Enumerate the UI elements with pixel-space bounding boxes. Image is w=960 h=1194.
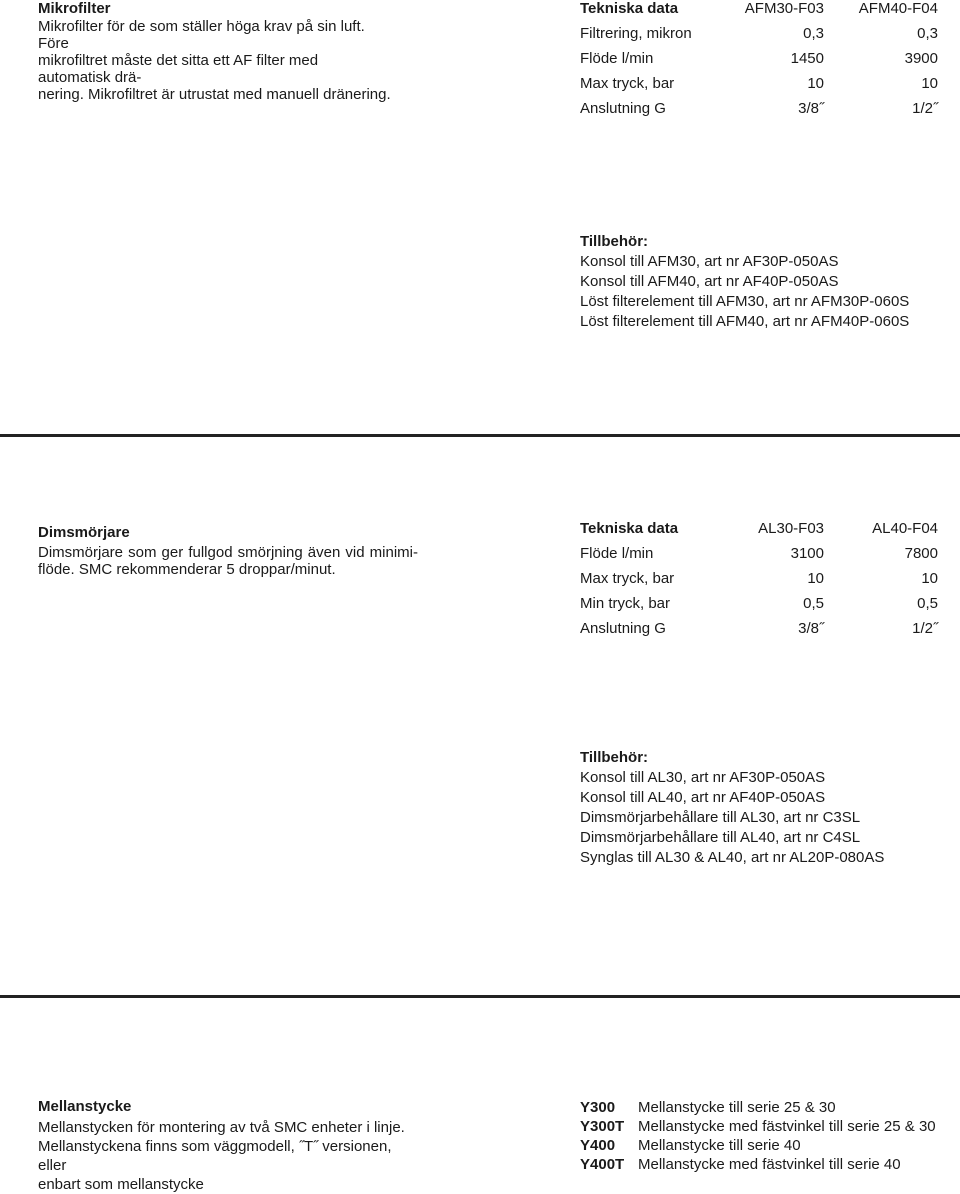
microfilter-desc-line: mikrofiltret måste det sitta ett AF filter med automatisk drä- [38,52,319,86]
spacer-model-list [580,1098,940,1174]
spec-row [580,546,940,571]
spec-row-col2: 10 [921,75,938,92]
model-row [580,1117,940,1136]
lubricator-desc-line: flöde. SMC rekommenderar 5 droppar/minut. [38,561,336,578]
spec-header-row [580,1,940,26]
spec-header-row [580,521,940,546]
spec-row-label: Anslutning G [580,620,666,637]
accessory-item: Konsol till AL40, art nr AF40P-050AS [580,789,826,806]
model-code: Y300T [580,1118,625,1135]
spec-row-col2: 0,3 [917,25,938,42]
spec-row [580,596,940,621]
model-row [580,1098,940,1117]
accessory-item: Konsol till AFM40, art nr AF40P-050AS [580,273,839,290]
spec-header-label: Tekniska data [580,520,679,537]
spec-row-col2: 0,5 [917,595,938,612]
spec-row-col2: 1/2˝ [912,100,938,117]
spec-row-col1: 1450 [790,50,824,67]
microfilter-description [38,18,393,103]
model-description: Mellanstycke till serie 25 & 30 [638,1099,836,1116]
lubricator-desc-line: Dimsmörjare som ger fullgod smörjning även vid minimi- [38,544,418,561]
microfilter-accessories [580,234,950,332]
spec-row-col2: 1/2˝ [912,620,938,637]
spec-row-label: Max tryck, bar [580,570,675,587]
spec-row-col1: 10 [807,570,824,587]
accessory-item: Konsol till AL30, art nr AF30P-050AS [580,769,826,786]
lubricator-section [0,440,960,990]
model-description: Mellanstycke med fästvinkel till serie 40 [638,1156,901,1173]
spec-header-col2: AFM40-F04 [858,0,938,17]
spacer-desc-line: Mellanstyckena finns som väggmodell, ˝T˝ versionen, eller [38,1138,392,1174]
lubricator-spec-table [580,521,940,646]
model-code: Y400 [580,1137,616,1154]
model-code: Y300 [580,1099,616,1116]
spec-row [580,101,940,126]
spec-row-label: Flöde l/min [580,50,654,67]
spec-row-col2: 3900 [904,50,938,67]
spacer-title: Mellanstycke [38,1098,132,1115]
accessory-item: Dimsmörjarbehållare till AL30, art nr C3SL [580,809,861,826]
spec-header-col1: AFM30-F03 [744,0,824,17]
accessories-title: Tillbehör: [580,233,649,250]
accessory-item: Löst filterelement till AFM40, art nr AFM40P-060S [580,313,910,330]
lubricator-description [38,544,418,578]
accessory-item: Dimsmörjarbehållare till AL40, art nr C4SL [580,829,861,846]
spec-row-col1: 3/8˝ [798,100,824,117]
spacer-description [38,1118,418,1194]
spec-row-label: Anslutning G [580,100,666,117]
accessory-item: Synglas till AL30 & AL40, art nr AL20P-080AS [580,849,885,866]
spec-row-label: Min tryck, bar [580,595,671,612]
microfilter-spec-table [580,1,940,126]
spec-header-col1: AL30-F03 [758,520,824,537]
microfilter-section [0,0,960,430]
spec-row [580,571,940,596]
spec-row-col2: 7800 [904,545,938,562]
spacer-desc-line: Mellanstycken för montering av två SMC enheter i linje. [38,1119,405,1136]
accessory-item: Löst filterelement till AFM30, art nr AFM30P-060S [580,293,910,310]
model-description: Mellanstycke med fästvinkel till serie 25 & 30 [638,1118,936,1135]
spec-header-label: Tekniska data [580,0,679,17]
spacer-desc-line: enbart som mellanstycke [38,1176,204,1193]
microfilter-title: Mikrofilter [38,0,111,17]
spec-row [580,621,940,646]
accessories-title: Tillbehör: [580,749,649,766]
lubricator-accessories [580,750,950,868]
spec-header-col2: AL40-F04 [872,520,938,537]
model-row [580,1136,940,1155]
accessory-item: Konsol till AFM30, art nr AF30P-050AS [580,253,839,270]
spec-row [580,51,940,76]
spec-row-col1: 3/8˝ [798,620,824,637]
spec-row-col1: 0,3 [803,25,824,42]
lubricator-title: Dimsmörjare [38,524,130,541]
section-divider [0,995,960,998]
spec-row-label: Filtrering, mikron [580,25,692,42]
spec-row-col1: 3100 [790,545,824,562]
spec-row-label: Max tryck, bar [580,75,675,92]
model-row [580,1155,940,1174]
spec-row-col2: 10 [921,570,938,587]
model-code: Y400T [580,1156,625,1173]
spec-row [580,76,940,101]
spec-row [580,26,940,51]
microfilter-desc-line: nering. Mikrofiltret är utrustat med manuell dränering. [38,86,391,103]
microfilter-desc-line: Mikrofilter för de som ställer höga krav på sin luft. Före [38,18,365,52]
spec-row-label: Flöde l/min [580,545,654,562]
spec-row-col1: 0,5 [803,595,824,612]
spec-row-col1: 10 [807,75,824,92]
model-description: Mellanstycke till serie 40 [638,1137,801,1154]
section-divider [0,434,960,437]
